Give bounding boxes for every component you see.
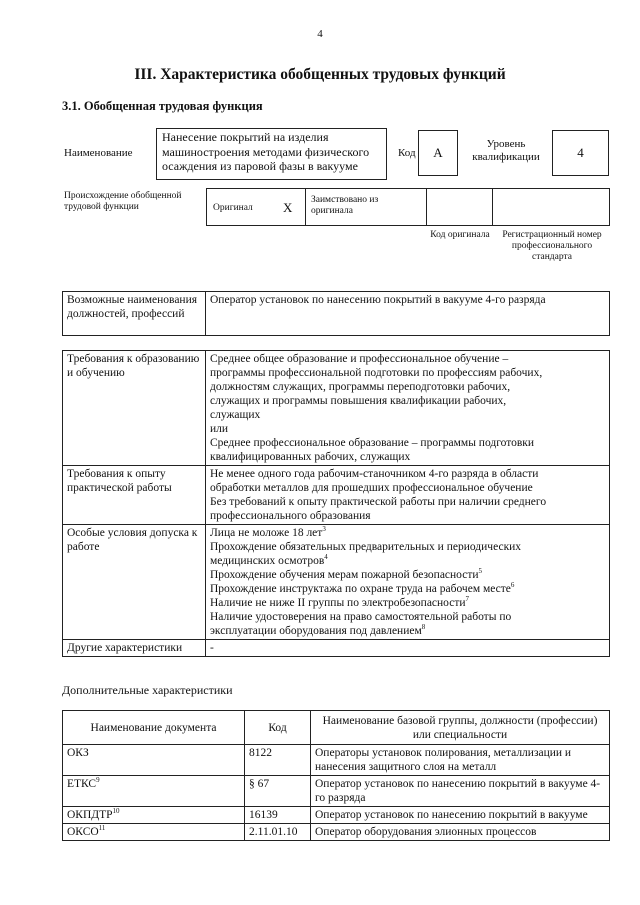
education-value	[206, 351, 610, 466]
text-line: Наличие не ниже II группы по электробезопасности$^7$	[210, 595, 470, 609]
function-code-value: A	[433, 144, 443, 160]
positions-value: Оператор установок по нанесению покрытий в вакууме 4-го разряда	[206, 292, 610, 336]
col-header-document: Наименование документа	[63, 711, 245, 745]
col-header-code: Код	[245, 711, 311, 745]
footnote-ref: 6	[510, 581, 515, 590]
function-name-value: Нанесение покрытий на изделия машиностроения методами физического осаждения из паровой фазы в вакууме	[162, 130, 370, 173]
function-code-box	[418, 130, 458, 176]
table-row	[63, 776, 610, 807]
code-cell: 16139	[245, 807, 311, 824]
text-line: Лица не моложе 18 лет$^3$	[210, 525, 326, 539]
text-line: должностям служащих, программы переподготовки рабочих,	[210, 381, 511, 393]
table-row	[63, 745, 610, 776]
positions-label: Возможные наименования должностей, профессий	[63, 292, 206, 336]
code-cell: 8122	[245, 745, 311, 776]
col-header-name: Наименование базовой группы, должности (профессии) или специальности	[311, 711, 610, 745]
experience-label: Требования к опыту практической работы	[63, 466, 206, 525]
name-cell: Оператор установок по нанесению покрытий в вакууме 4-го разряда	[311, 776, 610, 807]
table-row	[63, 807, 610, 824]
name-label: Наименование	[64, 147, 133, 159]
text-line: Наличие удостоверения на право самостоятельной работы по	[210, 611, 512, 623]
text-line: Прохождение обязательных предварительных и периодических	[210, 541, 522, 553]
level-value: 4	[577, 144, 584, 160]
reg-number-caption: Регистрационный номер профессионального стандарта	[502, 230, 602, 262]
code-original-caption: Код оригинала	[430, 230, 490, 240]
conditions-label: Особые условия допуска к работе	[63, 525, 206, 640]
divider	[426, 188, 427, 226]
name-cell: Оператор оборудования элионных процессов	[311, 824, 610, 841]
original-mark: X	[283, 200, 293, 215]
table-row	[63, 824, 610, 841]
doc-cell: ОКПДТР$^{10}$	[63, 807, 245, 824]
name-cell: Оператор установок по нанесению покрытий в вакууме	[311, 807, 610, 824]
text-line: Среднее профессиональное образование – программы подготовки	[210, 437, 535, 449]
level-label: Уровень квалификации	[472, 138, 540, 163]
text-line: служащих и программы повышения квалификации рабочих,	[210, 395, 507, 407]
section-title: III. Характеристика обобщенных трудовых функций	[134, 66, 506, 83]
code-cell: § 67	[245, 776, 311, 807]
level-value-box	[552, 130, 609, 176]
footnote-ref: 8	[421, 623, 426, 632]
education-label: Требования к образованию и обучению	[63, 351, 206, 466]
divider	[305, 188, 306, 226]
page-number: 4	[317, 28, 323, 40]
borrowed-label: Заимствовано из оригинала	[311, 195, 379, 216]
text-line: или	[210, 423, 229, 435]
text-line: медицинских осмотров$^4$	[210, 553, 328, 567]
doc-cell: ОКЗ	[63, 745, 245, 776]
footnote-ref: 4	[324, 553, 328, 562]
text-line: Не менее одного года рабочим-станочником 4-го разряда в области	[210, 468, 539, 480]
footnote-ref: 9	[96, 776, 100, 785]
subsection-title: 3.1. Обобщенная трудовая функция	[62, 99, 263, 113]
code-label: Код	[398, 147, 416, 159]
conditions-value	[206, 525, 610, 640]
doc-cell: ОКСО$^{11}$	[63, 824, 245, 841]
function-name-box	[156, 128, 387, 180]
text-line: эксплуатации оборудования под давлением$^8$	[210, 623, 426, 637]
divider	[492, 188, 493, 226]
text-line: Прохождение обучения мерам пожарной безопасности$^5$	[210, 567, 483, 581]
original-label: Оригинал	[213, 203, 253, 213]
text-line: профессионального образования	[210, 510, 371, 522]
text-line: Без требований к опыту практической работы при наличии среднего	[210, 496, 547, 508]
origin-label: Происхождение обобщенной трудовой функции	[64, 191, 182, 212]
text-line: квалифицированных рабочих, служащих	[210, 451, 411, 463]
footnote-ref: 5	[478, 567, 483, 576]
other-label: Другие характеристики	[63, 640, 206, 657]
name-cell: Операторы установок полирования, металлизации и нанесения защитного слоя на металл	[311, 745, 610, 776]
text-line: обработки металлов для прошедших профессиональное обучение	[210, 482, 533, 494]
additional-table	[62, 710, 610, 841]
text-line: Прохождение инструктажа по охране труда на рабочем месте$^6$	[210, 581, 515, 595]
additional-heading: Дополнительные характеристики	[62, 683, 233, 697]
footnote-ref: 3	[322, 525, 326, 534]
footnote-ref: 11	[98, 824, 106, 833]
origin-box	[206, 188, 610, 226]
footnote-ref: 7	[465, 595, 470, 604]
positions-table	[62, 291, 610, 336]
footnote-ref: 10	[112, 807, 120, 816]
doc-cell: ЕТКС$^9$	[63, 776, 245, 807]
other-value: -	[206, 640, 610, 657]
text-line: Среднее общее образование и профессиональное обучение –	[210, 353, 509, 365]
code-cell: 2.11.01.10	[245, 824, 311, 841]
requirements-table	[62, 350, 610, 657]
experience-value	[206, 466, 610, 525]
text-line: программы профессиональной подготовки по профессиям рабочих,	[210, 367, 543, 379]
text-line: служащих	[210, 409, 261, 421]
